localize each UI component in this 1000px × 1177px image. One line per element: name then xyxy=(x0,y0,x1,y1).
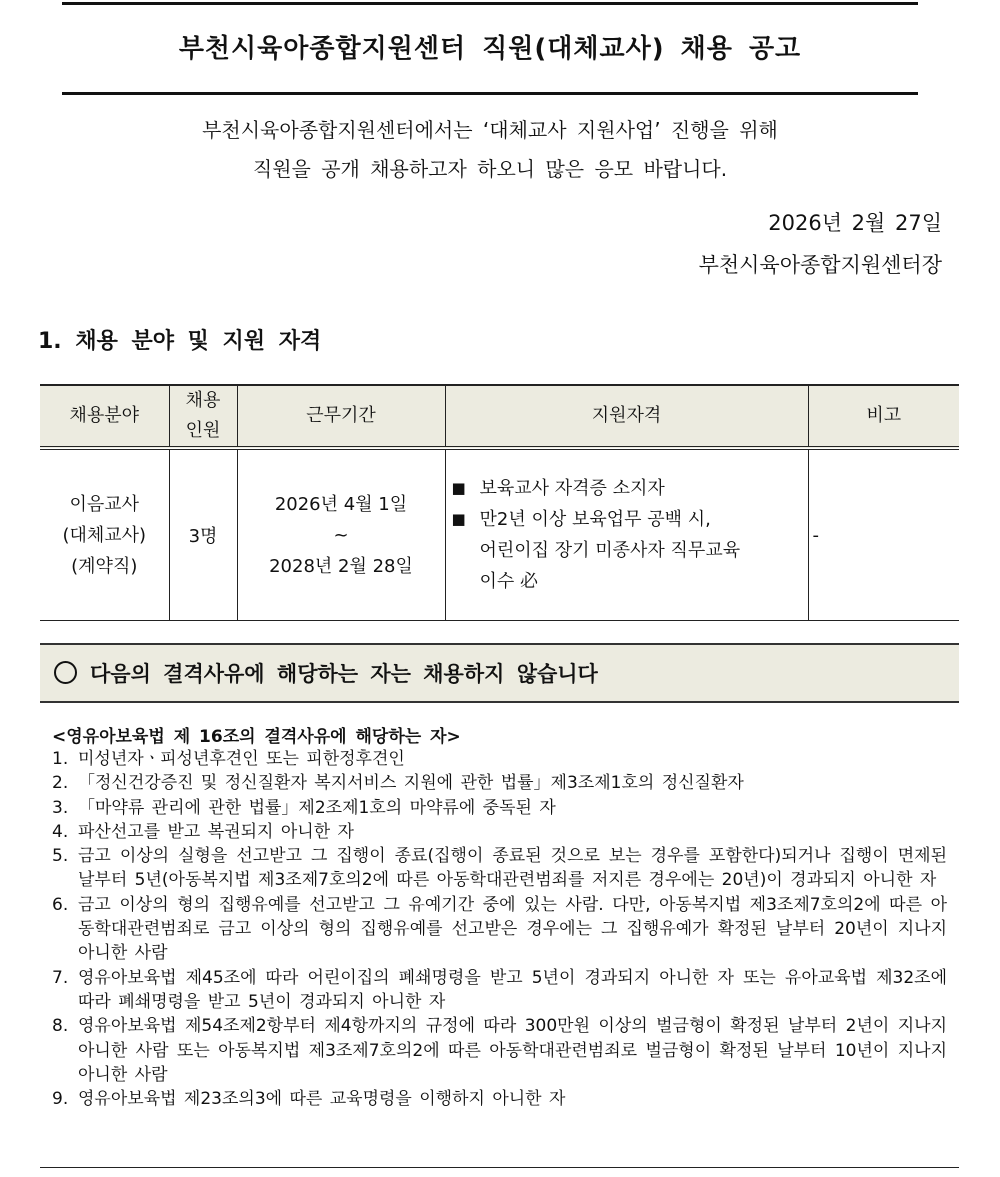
list-item xyxy=(52,771,947,795)
header-qualification: 지원자격 xyxy=(445,385,808,448)
item-text: 금고 이상의 실형을 선고받고 그 집행이 종료(집행이 종료된 것으로 보는 경우를 포함한다)되거나 집행이 면제된 날부터 5년(아동복지법 제3조제7호의2에 따른 아동학대관련범죄를 저지른 경우에는 20년)이 경과되지 아니한 자 xyxy=(78,846,947,891)
list-item xyxy=(52,820,947,844)
cell-qualifications xyxy=(445,448,808,621)
item-number: 4. xyxy=(52,821,69,842)
list-item xyxy=(52,966,947,1015)
list-item xyxy=(52,796,947,820)
item-text: 「마약류 관리에 관한 법률」제2조제1호의 마약류에 중독된 자 xyxy=(78,797,556,818)
list-item xyxy=(52,1087,947,1111)
top-rule xyxy=(62,2,918,5)
item-text: 파산선고를 받고 복권되지 아니한 자 xyxy=(78,821,354,842)
list-item xyxy=(52,844,947,893)
disqualification-title: 다음의 결격사유에 해당하는 자는 채용하지 않습니다 xyxy=(90,662,598,686)
item-number: 8. xyxy=(52,1016,69,1037)
disqualification-box xyxy=(40,643,959,703)
table-row xyxy=(40,448,959,621)
item-number: 5. xyxy=(52,846,69,867)
qualification-item xyxy=(452,473,808,504)
section-heading: 1. 채용 분야 및 지원 자격 xyxy=(38,329,322,354)
item-number: 1. xyxy=(52,749,69,769)
item-number: 3. xyxy=(52,797,69,818)
item-number: 2. xyxy=(52,773,69,794)
list-item xyxy=(52,1014,947,1087)
cell-count: 3명 xyxy=(169,448,237,621)
item-text: 영유아보육법 제23조의3에 따른 교육명령을 이행하지 아니한 자 xyxy=(78,1089,566,1110)
intro-line-2: 직원을 공개 채용하고자 하오니 많은 응모 바랍니다. xyxy=(252,157,728,181)
disqualification-subheading: <영유아보육법 제 16조의 결격사유에 해당하는 자> xyxy=(52,727,461,747)
item-text: 영유아보육법 제54조제2항부터 제4항까지의 규정에 따라 300만원 이상의 벌금형이 확정된 날부터 2년이 지나지 아니한 사람 또는 아동복지법 제3조제7호의2에 따른 아동학대관련범죄로 벌금형이 확정된 날부터 10년이 지나지 아니한 사람 xyxy=(78,1016,947,1085)
table-header-row xyxy=(40,385,959,448)
qualification-item xyxy=(452,504,808,597)
item-text: 영유아보육법 제45조에 따라 어린이집의 폐쇄명령을 받고 5년이 경과되지 아니한 자 또는 유아교육법 제32조에 따라 폐쇄명령을 받고 5년이 경과되지 아니한 자 xyxy=(78,967,947,1012)
item-number: 9. xyxy=(52,1089,69,1110)
qualification-text: 보육교사 자격증 소지자 xyxy=(479,478,665,499)
cell-note: - xyxy=(808,448,959,621)
item-text: 「정신건강증진 및 정신질환자 복지서비스 지원에 관한 법률」제3조제1호의 정신질환자 xyxy=(78,773,744,794)
header-period: 근무기간 xyxy=(237,385,445,448)
item-number: 7. xyxy=(52,967,69,988)
list-item xyxy=(52,893,947,966)
item-text: 금고 이상의 형의 집행유예를 선고받고 그 유예기간 중에 있는 사람. 다만, 아동복지법 제3조제7호의2에 따른 아동학대관련범죄로 금고 이상의 형의 집행유예를 선고받은 경우에는 그 집행유예가 확정된 날부터 20년이 지나지 아니한 사람 xyxy=(78,894,947,964)
page-title: 부천시육아종합지원센터 직원(대체교사) 채용 공고 xyxy=(178,34,802,64)
circle-icon xyxy=(54,661,77,684)
square-bullet-icon: ■ xyxy=(451,479,466,497)
header-count: 채용 인원 xyxy=(169,385,237,448)
bottom-rule xyxy=(40,1167,959,1168)
header-field: 채용분야 xyxy=(40,385,169,448)
period-text: 2026년 4월 1일 ~ 2028년 2월 28일 xyxy=(269,493,413,577)
field-text: 이음교사 (대체교사) (계약직) xyxy=(62,493,147,577)
cell-period xyxy=(237,448,445,621)
issuer: 부천시육아종합지원센터장 xyxy=(698,253,942,277)
header-note: 비고 xyxy=(808,385,959,448)
cell-field xyxy=(40,448,169,621)
intro-line-1: 부천시육아종합지원센터에서는 ‘대체교사 지원사업’ 진행을 위해 xyxy=(202,118,778,142)
square-bullet-icon: ■ xyxy=(451,510,466,528)
title-underline xyxy=(62,92,918,95)
recruitment-table xyxy=(40,384,959,621)
announcement-date: 2026년 2월 27일 xyxy=(768,211,942,235)
disqualification-list xyxy=(52,747,947,1111)
item-text: 미성년자ㆍ피성년후견인 또는 피한정후견인 xyxy=(78,749,405,769)
qualification-text: 만2년 이상 보육업무 공백 시, 어린이집 장기 미종사자 직무교육 이수 必 xyxy=(479,509,741,592)
item-number: 6. xyxy=(52,894,69,915)
list-item xyxy=(52,747,947,771)
